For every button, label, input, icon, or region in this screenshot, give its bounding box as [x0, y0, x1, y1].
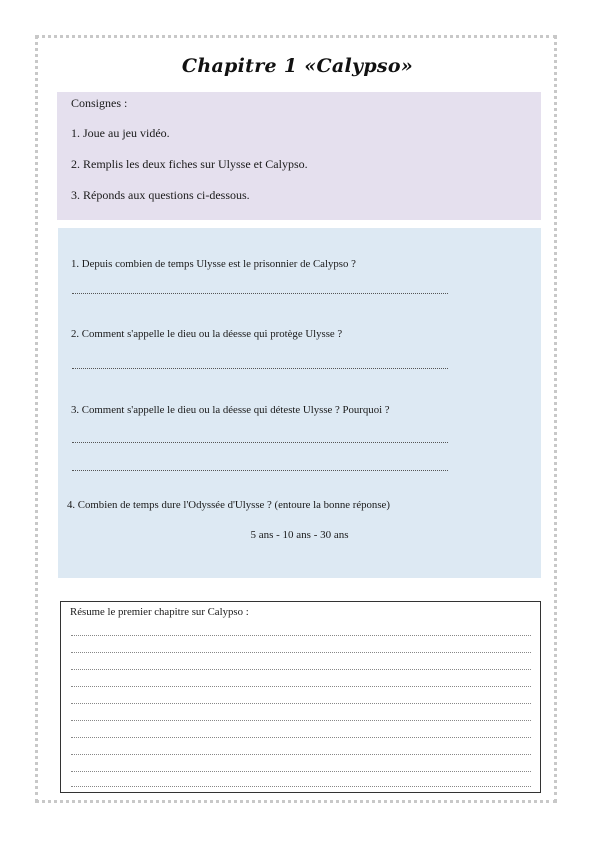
- page-title: Chapitre 1 «Calypso»: [181, 55, 414, 77]
- summary-line[interactable]: [71, 720, 531, 721]
- question-2: 2. Comment s'appelle le dieu ou la déesse qui protège Ulysse ?: [71, 328, 343, 340]
- summary-line[interactable]: [71, 669, 531, 670]
- instruction-item: 1. Joue au jeu vidéo.: [71, 126, 170, 140]
- answer-line[interactable]: [72, 293, 448, 294]
- instruction-item: 3. Réponds aux questions ci-dessous.: [71, 188, 250, 202]
- summary-line[interactable]: [71, 686, 531, 687]
- answer-line[interactable]: [72, 470, 448, 471]
- instructions-label: Consignes :: [71, 96, 128, 110]
- summary-line[interactable]: [71, 635, 531, 636]
- instructions-box: [57, 92, 541, 220]
- answer-choices[interactable]: 5 ans - 10 ans - 30 ans: [250, 529, 349, 541]
- summary-box: [60, 601, 541, 793]
- summary-line[interactable]: [71, 652, 531, 653]
- answer-line[interactable]: [72, 368, 448, 369]
- summary-line[interactable]: [71, 737, 531, 738]
- summary-line[interactable]: [71, 703, 531, 704]
- questions-box: [58, 228, 541, 578]
- summary-line[interactable]: [71, 771, 531, 772]
- answer-line[interactable]: [72, 442, 448, 443]
- question-4: 4. Combien de temps dure l'Odyssée d'Ulysse ? (entoure la bonne réponse): [67, 499, 390, 511]
- summary-line[interactable]: [71, 786, 531, 787]
- question-3: 3. Comment s'appelle le dieu ou la déesse qui déteste Ulysse ? Pourquoi ?: [71, 404, 390, 416]
- question-1: 1. Depuis combien de temps Ulysse est le prisonnier de Calypso ?: [71, 258, 356, 270]
- instruction-item: 2. Remplis les deux fiches sur Ulysse et Calypso.: [71, 157, 308, 171]
- summary-line[interactable]: [71, 754, 531, 755]
- summary-label: Résume le premier chapitre sur Calypso :: [70, 606, 249, 618]
